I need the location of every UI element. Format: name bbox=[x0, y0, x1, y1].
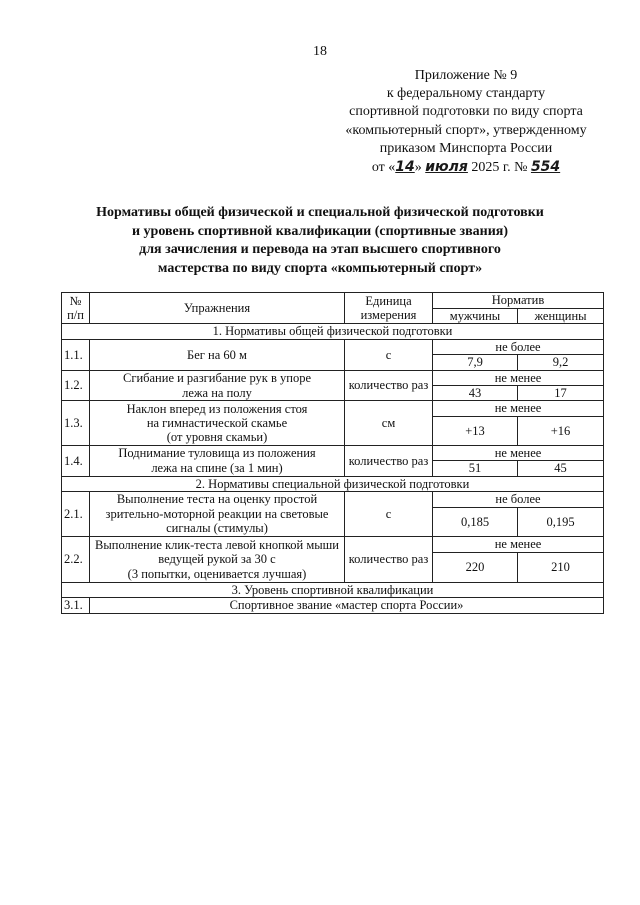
row-condition: не менее bbox=[433, 401, 604, 416]
heading-line: для зачисления и перевода на этап высшего спортивного bbox=[139, 242, 501, 257]
norms-table bbox=[61, 292, 604, 614]
appendix-line: приказом Минспорта России bbox=[379, 140, 553, 156]
norms-table-body bbox=[62, 324, 604, 613]
row-women-value: 0,195 bbox=[518, 508, 604, 537]
table-row bbox=[62, 537, 604, 553]
page-number: 18 bbox=[313, 44, 327, 59]
row-unit: с bbox=[345, 492, 433, 537]
row-women-value: 17 bbox=[518, 386, 604, 401]
heading-line: мастерства по виду спорта «компьютерный спорт» bbox=[157, 260, 483, 276]
row-condition: не менее bbox=[433, 370, 604, 385]
row-number: 1.4. bbox=[62, 445, 90, 476]
row-women-value: 9,2 bbox=[518, 355, 604, 370]
row-number: 2.2. bbox=[62, 537, 90, 583]
document-heading bbox=[40, 204, 600, 278]
row-unit: количество раз bbox=[345, 445, 433, 476]
table-row bbox=[62, 598, 604, 613]
row-women-value: 210 bbox=[518, 553, 604, 583]
table-row bbox=[62, 401, 604, 416]
appendix-line: к федеральному стандарту bbox=[386, 86, 546, 102]
header-men: мужчины bbox=[433, 309, 518, 324]
appendix-block bbox=[336, 67, 596, 177]
date-prefix: от « bbox=[371, 160, 396, 176]
appendix-line: Приложение № 9 bbox=[414, 68, 518, 83]
year-part: 2025 г. № bbox=[471, 160, 528, 176]
section-title: 2. Нормативы специальной физической подготовки bbox=[62, 476, 604, 491]
row-exercise: Бег на 60 м bbox=[90, 339, 345, 370]
table-row bbox=[62, 445, 604, 460]
section-row bbox=[62, 324, 604, 339]
row-exercise: Спортивное звание «мастер спорта России» bbox=[90, 598, 604, 613]
row-men-value: 220 bbox=[433, 553, 518, 583]
date-mid: » bbox=[414, 160, 422, 176]
row-men-value: +13 bbox=[433, 416, 518, 445]
table-row bbox=[62, 492, 604, 508]
section-row bbox=[62, 476, 604, 491]
appendix-line: «компьютерный спорт», утвержденному bbox=[345, 122, 587, 138]
heading-line: и уровень спортивной квалификации (спортивные звания) bbox=[131, 223, 509, 239]
row-condition: не более bbox=[433, 339, 604, 354]
handwritten-month: июля bbox=[425, 159, 468, 176]
row-unit: с bbox=[345, 339, 433, 370]
row-unit: количество раз bbox=[345, 537, 433, 583]
section-title: 1. Нормативы общей физической подготовки bbox=[62, 324, 604, 339]
heading-line: Нормативы общей физической и специальной физической подготовки bbox=[96, 205, 544, 220]
row-women-value: 45 bbox=[518, 461, 604, 476]
header-exercise: Упражнения bbox=[90, 293, 345, 324]
row-number: 3.1. bbox=[62, 598, 90, 613]
row-number: 1.2. bbox=[62, 370, 90, 401]
header-num: № п/п bbox=[62, 293, 90, 324]
appendix-line: спортивной подготовки по виду спорта bbox=[349, 104, 583, 120]
table-row bbox=[62, 339, 604, 354]
section-row bbox=[62, 583, 604, 598]
row-condition: не более bbox=[433, 492, 604, 508]
order-date-line bbox=[336, 158, 596, 177]
header-unit: Единица измерения bbox=[345, 293, 433, 324]
row-exercise: Выполнение теста на оценку простой зрительно-моторной реакции на световые сигналы (стимулы) bbox=[90, 492, 345, 537]
section-title: 3. Уровень спортивной квалификации bbox=[62, 583, 604, 598]
handwritten-day: 14 bbox=[395, 159, 415, 176]
row-condition: не менее bbox=[433, 537, 604, 553]
row-exercise: Поднимание туловища из положения лежа на спине (за 1 мин) bbox=[90, 445, 345, 476]
row-women-value: +16 bbox=[518, 416, 604, 445]
header-norm: Норматив bbox=[433, 293, 604, 309]
row-number: 2.1. bbox=[62, 492, 90, 537]
row-men-value: 43 bbox=[433, 386, 518, 401]
row-number: 1.1. bbox=[62, 339, 90, 370]
row-exercise: Наклон вперед из положения стоя на гимнастической скамье (от уровня скамьи) bbox=[90, 401, 345, 445]
row-exercise: Выполнение клик-теста левой кнопкой мыши ведущей рукой за 30 с (3 попытки, оценивается лучшая) bbox=[90, 537, 345, 583]
row-men-value: 0,185 bbox=[433, 508, 518, 537]
header-women: женщины bbox=[518, 309, 604, 324]
table-row bbox=[62, 370, 604, 385]
row-condition: не менее bbox=[433, 445, 604, 460]
row-unit: количество раз bbox=[345, 370, 433, 401]
handwritten-order-number: 554 bbox=[530, 159, 561, 176]
row-exercise: Сгибание и разгибание рук в упоре лежа на полу bbox=[90, 370, 345, 401]
row-men-value: 7,9 bbox=[433, 355, 518, 370]
row-number: 1.3. bbox=[62, 401, 90, 445]
row-men-value: 51 bbox=[433, 461, 518, 476]
row-unit: см bbox=[345, 401, 433, 445]
